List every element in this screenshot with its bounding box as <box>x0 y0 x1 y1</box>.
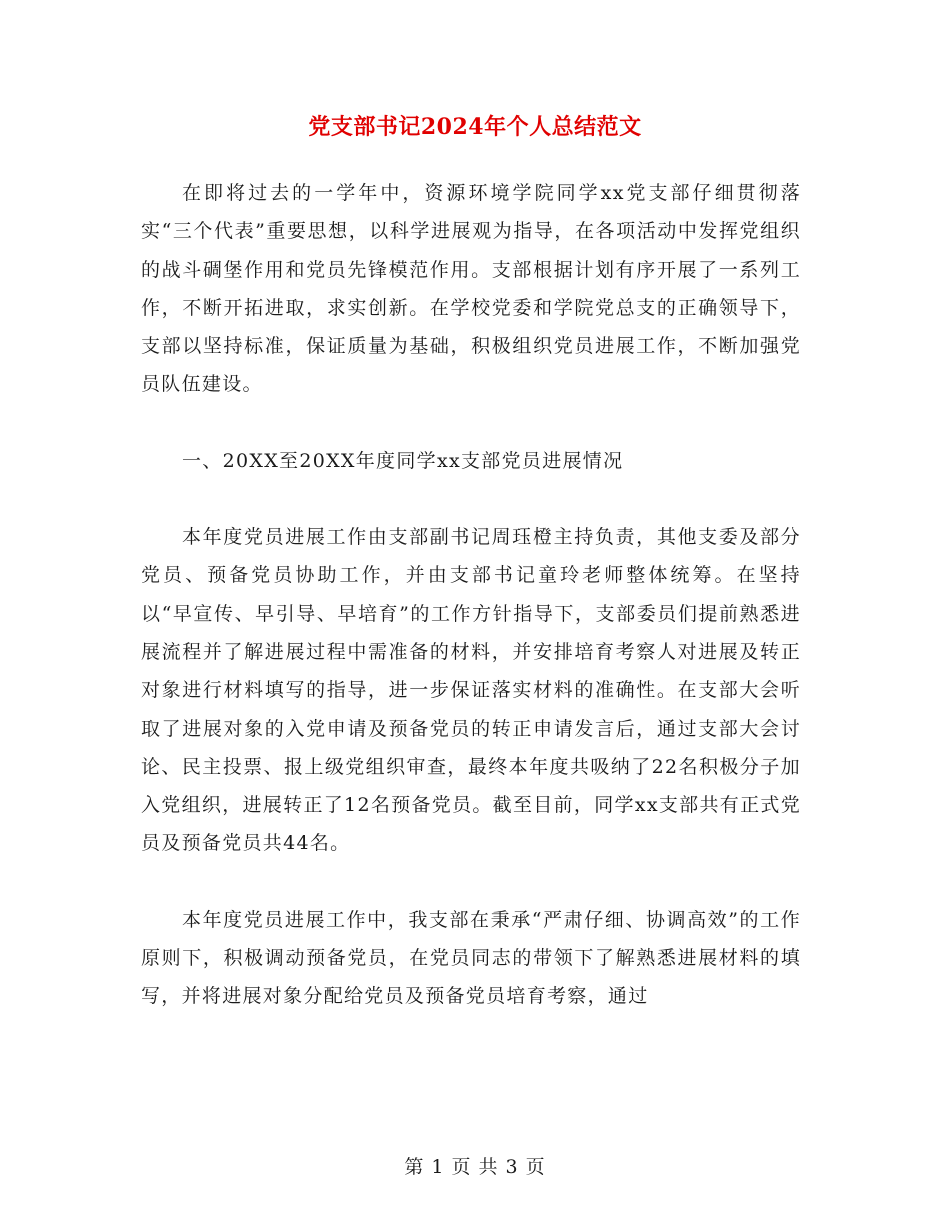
paragraph-intro: 在即将过去的一学年中，资源环境学院同学xx党支部仔细贯彻落实“三个代表”重要思想，以科学进展观为指导，在各项活动中发挥党组织的战斗碉堡作用和党员先锋模范作用。支部根据计划有序开展了一系列工作，不断开拓进取，求实创新。在学校党委和学院党总支的正确领导下，支部以坚持标准，保证质量为基础，积极组织党员进展工作，不断加强党员队伍建设。 <box>141 182 801 396</box>
document-title: 党支部书记2024年个人总结范文 <box>308 114 642 140</box>
page-number-footer: 第 1 页 共 3 页 <box>404 1156 546 1178</box>
document-body <box>141 174 801 1016</box>
section-heading-1: 一、20XX至20XX年度同学xx支部党员进展情况 <box>182 449 624 472</box>
paragraph-principles: 本年度党员进展工作中，我支部在秉承“严肃仔细、协调高效”的工作原则下，积极调动预备党员，在党员同志的带领下了解熟悉进展材料的填写，并将进展对象分配给党员及预备党员培育考察，通过 <box>141 908 801 1008</box>
paragraph-development: 本年度党员进展工作由支部副书记周珏橙主持负责，其他支委及部分党员、预备党员协助工作，并由支部书记童玲老师整体统筹。在坚持以“早宣传、早引导、早培育”的工作方针指导下，支部委员们提前熟悉进展流程并了解进展过程中需准备的材料，并安排培育考察人对进展及转正对象进行材料填写的指导，进一步保证落实材料的准确性。在支部大会听取了进展对象的入党申请及预备党员的转正申请发言后，通过支部大会讨论、民主投票、报上级党组织审查，最终本年度共吸纳了22名积极分子加入党组织，进展转正了12名预备党员。截至目前，同学xx支部共有正式党员及预备党员共44名。 <box>141 526 801 855</box>
